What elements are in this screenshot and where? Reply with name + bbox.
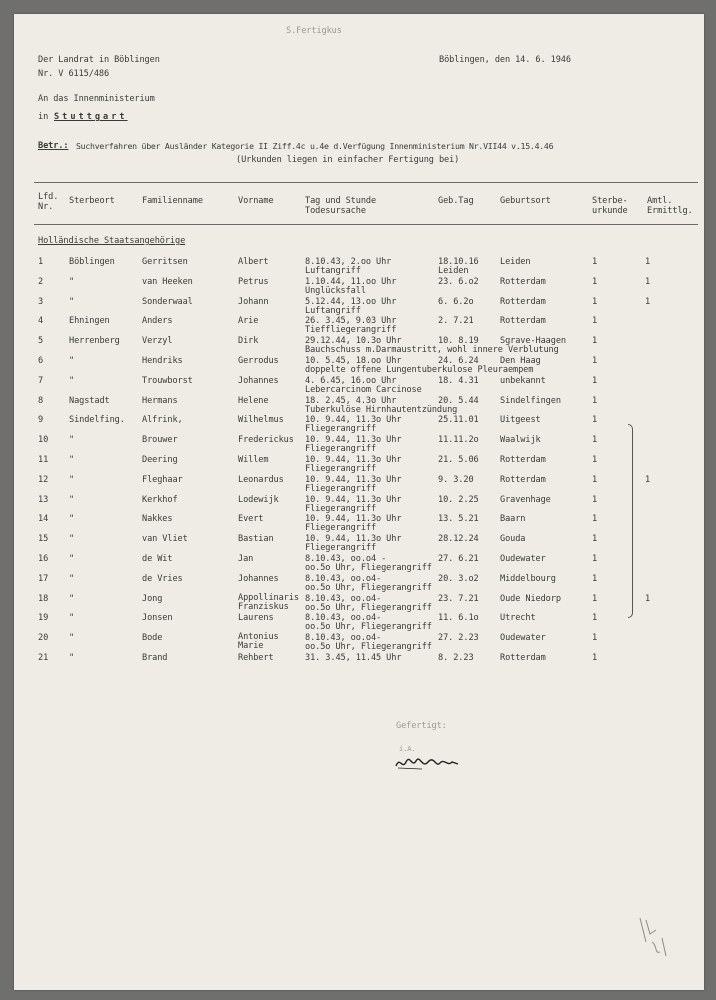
row-7-nr: 7 [38, 375, 44, 386]
row-14-ort: " [69, 514, 75, 525]
row-6-nr: 6 [38, 356, 44, 366]
row-16-urk: 1 [592, 554, 598, 564]
row-1-geb: 18.10.16 [438, 257, 479, 267]
row-7-ort: " [69, 375, 75, 386]
row-9-nr: 9 [38, 415, 44, 426]
row-15-ursache: Fliegerangriff [305, 543, 377, 554]
row-10-urk: 1 [592, 435, 598, 446]
row-12-tag: 10. 9.44, 11.3o Uhr [305, 474, 402, 485]
row-8-tag: 18. 2.45, 4.3o Uhr [305, 395, 397, 406]
row-9-geb: 25.11.01 [438, 415, 479, 426]
col-geb: Geb.Tag [438, 196, 474, 206]
row-19-nr: 19 [38, 613, 49, 624]
row-1-ort: Böblingen [69, 257, 115, 267]
row-2-geb: 23. 6.o2 [438, 276, 479, 287]
row-12-vorname: Leonardus [238, 474, 284, 485]
row-1-geb2: Leiden [438, 266, 469, 276]
row-3-vorname: Johann [238, 296, 269, 307]
section-title: Holländische Staatsangehörige [38, 236, 186, 246]
row-17-ort: " [69, 573, 75, 584]
row-19-ort: " [69, 613, 75, 624]
row-6-geb: 24. 6.24 [438, 356, 479, 366]
row-5-gebort: Sgrave-Haagen [500, 336, 566, 347]
row-1-vorname: Albert [238, 257, 269, 267]
recipient-city: Stuttgart [54, 112, 128, 122]
row-18-vorname: Appollinaris Franziskus [238, 592, 299, 612]
row-8-vorname: Helene [238, 395, 269, 406]
row-20-ursache: oo.5o Uhr, Fliegerangriff [305, 642, 432, 653]
row-13-geb: 10. 2.25 [438, 494, 479, 505]
row-5-geb: 10. 8.19 [438, 336, 479, 347]
subject-label: Betr.: [38, 141, 69, 151]
row-21-urk: 1 [592, 653, 598, 663]
row-16-geb: 27. 6.21 [438, 554, 479, 564]
row-3-ursache: Luftangriff [305, 305, 361, 316]
row-21-gebort: Rotterdam [500, 653, 546, 663]
row-4-vorname: Arie [238, 316, 259, 327]
row-16-name: de Wit [142, 554, 173, 564]
row-15-gebort: Gouda [500, 534, 526, 545]
place-date: Böblingen, den 14. 6. 1946 [439, 55, 571, 65]
subject-note: (Urkunden liegen in einfacher Fertigung bei) [236, 155, 460, 165]
row-12-geb: 9. 3.20 [438, 474, 474, 485]
row-17-ursache: oo.5o Uhr, Fliegerangriff [305, 582, 432, 593]
row-4-ursache: Tieffliegerangriff [305, 325, 397, 336]
row-3-gebort: Rotterdam [500, 296, 546, 307]
pencil-mark [632, 912, 672, 962]
row-9-gebort: Uitgeest [500, 415, 541, 426]
row-21-vorname: Rehbert [238, 653, 274, 663]
row-6-vorname: Gerrodus [238, 356, 279, 366]
row-1-amtl: 1 [645, 257, 651, 267]
row-20-tag: 8.10.43, oo.o4- [305, 633, 382, 644]
row-9-tag: 10. 9.44, 11.3o Uhr [305, 415, 402, 426]
row-15-tag: 10. 9.44, 11.3o Uhr [305, 534, 402, 545]
col-nr-b: Nr. [38, 202, 54, 212]
col-amtl-a: Amtl. [647, 196, 673, 206]
row-17-nr: 17 [38, 573, 49, 584]
recipient-line: An das Innenministerium [38, 94, 155, 104]
row-6-ursache: doppelte offene Lungentuberkulose Pleuraempem [305, 365, 534, 375]
row-5-ort: Herrenberg [69, 336, 120, 347]
row-2-vorname: Petrus [238, 276, 269, 287]
row-13-nr: 13 [38, 494, 49, 505]
row-12-ort: " [69, 474, 75, 485]
row-15-name: van Vliet [142, 534, 188, 545]
row-7-vorname: Johannes [238, 375, 279, 386]
row-1-ursache: Luftangriff [305, 266, 361, 276]
row-8-nr: 8 [38, 395, 44, 406]
row-11-ursache: Fliegerangriff [305, 464, 377, 474]
row-14-urk: 1 [592, 514, 598, 525]
row-20-geb: 27. 2.23 [438, 633, 479, 644]
row-20-vorname: Antonius Marie [238, 632, 279, 652]
row-5-urk: 1 [592, 336, 598, 347]
row-14-name: Nakkes [142, 514, 173, 525]
row-12-amtl: 1 [645, 474, 651, 485]
row-10-nr: 10 [38, 435, 49, 446]
row-18-ort: " [69, 593, 75, 604]
row-5-tag: 29.12.44, 10.3o Uhr [305, 336, 402, 347]
row-16-ursache: oo.5o Uhr, Fliegerangriff [305, 563, 432, 573]
row-10-ort: " [69, 435, 75, 446]
row-21-geb: 8. 2.23 [438, 653, 474, 663]
row-14-gebort: Baarn [500, 514, 526, 525]
row-17-vorname: Johannes [238, 573, 279, 584]
row-2-ort: " [69, 276, 75, 287]
row-4-gebort: Rotterdam [500, 316, 546, 327]
row-7-name: Trouwborst [142, 375, 193, 386]
row-18-urk: 1 [592, 593, 598, 604]
row-12-nr: 12 [38, 474, 49, 485]
row-14-tag: 10. 9.44, 11.3o Uhr [305, 514, 402, 525]
row-7-tag: 4. 6.45, 16.oo Uhr [305, 375, 397, 386]
row-16-vorname: Jan [238, 554, 254, 564]
row-1-urk: 1 [592, 257, 598, 267]
col-vorname: Vorname [238, 196, 274, 206]
row-9-urk: 1 [592, 415, 598, 426]
row-11-name: Deering [142, 455, 178, 465]
row-20-nr: 20 [38, 633, 49, 644]
row-1-tag: 8.10.43, 2.oo Uhr [305, 257, 392, 267]
row-2-gebort: Rotterdam [500, 276, 546, 287]
row-6-urk: 1 [592, 356, 598, 366]
row-4-ort: Ehningen [69, 316, 110, 327]
col-sterbeort: Sterbeort [69, 196, 115, 206]
row-18-tag: 8.10.43, oo.o4- [305, 593, 382, 604]
row-12-ursache: Fliegerangriff [305, 483, 377, 494]
row-19-tag: 8.10.43, oo.o4- [305, 613, 382, 624]
row-2-nr: 2 [38, 276, 44, 287]
row-4-geb: 2. 7.21 [438, 316, 474, 327]
row-4-tag: 26. 3.45, 9.03 Uhr [305, 316, 397, 327]
col-tag-a: Tag und Stunde [305, 196, 377, 206]
row-6-ort: " [69, 356, 75, 366]
row-3-name: Sonderwaal [142, 296, 193, 307]
row-19-name: Jonsen [142, 613, 173, 624]
row-17-urk: 1 [592, 573, 598, 584]
initials: i.A. [399, 745, 416, 753]
row-13-name: Kerkhof [142, 494, 178, 505]
row-9-vorname: Wilhelmus [238, 415, 284, 426]
row-3-amtl: 1 [645, 296, 651, 307]
row-11-geb: 21. 5.06 [438, 455, 479, 465]
row-4-name: Anders [142, 316, 173, 327]
row-3-ort: " [69, 296, 75, 307]
row-13-gebort: Gravenhage [500, 494, 551, 505]
row-13-tag: 10. 9.44, 11.3o Uhr [305, 494, 402, 505]
row-18-amtl: 1 [645, 593, 651, 604]
table-top-rule [34, 182, 698, 183]
col-familienname: Familienname [142, 196, 203, 206]
row-10-gebort: Waalwijk [500, 435, 541, 446]
row-2-urk: 1 [592, 276, 598, 287]
col-amtl-b: Ermittlg. [647, 206, 693, 216]
row-19-ursache: oo.5o Uhr, Fliegerangriff [305, 622, 432, 633]
col-sterbe-a: Sterbe- [592, 196, 628, 206]
row-18-geb: 23. 7.21 [438, 593, 479, 604]
row-19-urk: 1 [592, 613, 598, 624]
recipient-in: in [38, 112, 49, 122]
row-10-tag: 10. 9.44, 11.3o Uhr [305, 435, 402, 446]
row-7-urk: 1 [592, 375, 598, 386]
row-15-urk: 1 [592, 534, 598, 545]
gefertigt-label: Gefertigt: [396, 721, 447, 731]
row-8-name: Hermans [142, 395, 178, 406]
row-18-ursache: oo.5o Uhr, Fliegerangriff [305, 602, 432, 613]
row-20-ort: " [69, 633, 75, 644]
row-6-tag: 10. 5.45, 18.oo Uhr [305, 356, 402, 366]
row-5-vorname: Dirk [238, 336, 259, 347]
row-17-geb: 20. 3.o2 [438, 573, 479, 584]
row-17-name: de Vries [142, 573, 183, 584]
row-13-ort: " [69, 494, 75, 505]
row-9-ursache: Fliegerangriff [305, 424, 377, 435]
col-nr-a: Lfd. [38, 192, 59, 202]
row-1-gebort: Leiden [500, 257, 531, 267]
row-2-name: van Heeken [142, 276, 193, 287]
row-16-nr: 16 [38, 554, 49, 564]
row-12-name: Fleghaar [142, 474, 183, 485]
row-17-gebort: Middelbourg [500, 573, 556, 584]
sender-line-1: Der Landrat in Böblingen [38, 55, 160, 65]
row-11-urk: 1 [592, 455, 598, 465]
row-19-geb: 11. 6.1o [438, 613, 479, 624]
row-15-geb: 28.12.24 [438, 534, 479, 545]
row-19-gebort: Utrecht [500, 613, 536, 624]
row-9-ort: Sindelfing. [69, 415, 125, 426]
row-6-name: Hendriks [142, 356, 183, 366]
row-8-gebort: Sindelfingen [500, 395, 561, 406]
row-10-name: Brouwer [142, 435, 178, 446]
row-16-tag: 8.10.43, oo.o4 - [305, 554, 387, 564]
col-geburtsort: Geburtsort [500, 196, 551, 206]
row-3-tag: 5.12.44, 13.oo Uhr [305, 296, 397, 307]
row-13-vorname: Lodewijk [238, 494, 279, 505]
row-13-urk: 1 [592, 494, 598, 505]
row-3-urk: 1 [592, 296, 598, 307]
row-8-geb: 20. 5.44 [438, 395, 479, 406]
row-2-tag: 1.10.44, 11.oo Uhr [305, 276, 397, 287]
certificate-bracket [628, 424, 633, 618]
row-11-nr: 11 [38, 455, 49, 465]
row-3-geb: 6. 6.2o [438, 296, 474, 307]
row-7-ursache: Lebercarcinom Carcinose [305, 384, 422, 395]
row-21-ort: " [69, 653, 75, 663]
row-21-nr: 21 [38, 653, 49, 663]
row-18-gebort: Oude Niedorp [500, 593, 561, 604]
row-14-nr: 14 [38, 514, 49, 525]
row-7-gebort: unbekannt [500, 375, 546, 386]
row-10-geb: 11.11.2o [438, 435, 479, 446]
row-15-vorname: Bastian [238, 534, 274, 545]
row-11-vorname: Willem [238, 455, 269, 465]
row-21-name: Brand [142, 653, 168, 663]
row-13-ursache: Fliegerangriff [305, 503, 377, 514]
row-17-tag: 8.10.43, oo.o4- [305, 573, 382, 584]
row-20-urk: 1 [592, 633, 598, 644]
row-7-geb: 18. 4.31 [438, 375, 479, 386]
row-18-name: Jong [142, 593, 163, 604]
row-10-vorname: Frederickus [238, 435, 294, 446]
row-21-tag: 31. 3.45, 11.45 Uhr [305, 653, 402, 663]
row-9-name: Alfrink, [142, 415, 183, 426]
row-4-urk: 1 [592, 316, 598, 327]
row-2-amtl: 1 [645, 276, 651, 287]
col-tag-b: Todesursache [305, 206, 366, 216]
row-14-vorname: Evert [238, 514, 264, 525]
subject-text: Suchverfahren über Ausländer Kategorie II Ziff.4c u.4e d.Verfügung Innenministerium Nr.VII44 v.15.4.46 [76, 141, 554, 151]
document-page [14, 14, 704, 990]
row-2-ursache: Unglücksfall [305, 285, 366, 296]
row-1-name: Gerritsen [142, 257, 188, 267]
row-10-ursache: Fliegerangriff [305, 444, 377, 455]
row-11-ort: " [69, 455, 75, 465]
row-5-nr: 5 [38, 336, 44, 347]
row-12-urk: 1 [592, 474, 598, 485]
row-20-name: Bode [142, 633, 163, 644]
row-8-urk: 1 [592, 395, 598, 406]
col-sterbe-b: urkunde [592, 206, 628, 216]
row-18-nr: 18 [38, 593, 49, 604]
row-11-tag: 10. 9.44, 11.3o Uhr [305, 455, 402, 465]
row-16-gebort: Oudewater [500, 554, 546, 564]
table-header-rule [34, 224, 698, 225]
row-15-ort: " [69, 534, 75, 545]
row-4-nr: 4 [38, 316, 44, 327]
row-8-ort: Nagstadt [69, 395, 110, 406]
row-8-ursache: Tuberkulöse Hirnhautentzündung [305, 404, 458, 415]
row-16-ort: " [69, 554, 75, 564]
row-5-ursache: Bauchschuss m.Darmaustritt, wohl innere Verblutung [305, 345, 559, 356]
row-20-gebort: Oudewater [500, 633, 546, 644]
row-12-gebort: Rotterdam [500, 474, 546, 485]
row-19-vorname: Laurens [238, 613, 274, 624]
top-stamp: S.Fertigkus [286, 26, 342, 36]
row-1-nr: 1 [38, 257, 44, 267]
row-14-ursache: Fliegerangriff [305, 523, 377, 534]
row-6-gebort: Den Haag [500, 356, 541, 366]
sender-line-2: Nr. V 6115/486 [38, 69, 110, 79]
row-14-geb: 13. 5.21 [438, 514, 479, 525]
signature [392, 752, 472, 774]
row-15-nr: 15 [38, 534, 49, 545]
row-11-gebort: Rotterdam [500, 455, 546, 465]
row-5-name: Verzyl [142, 336, 173, 347]
row-3-nr: 3 [38, 296, 44, 307]
